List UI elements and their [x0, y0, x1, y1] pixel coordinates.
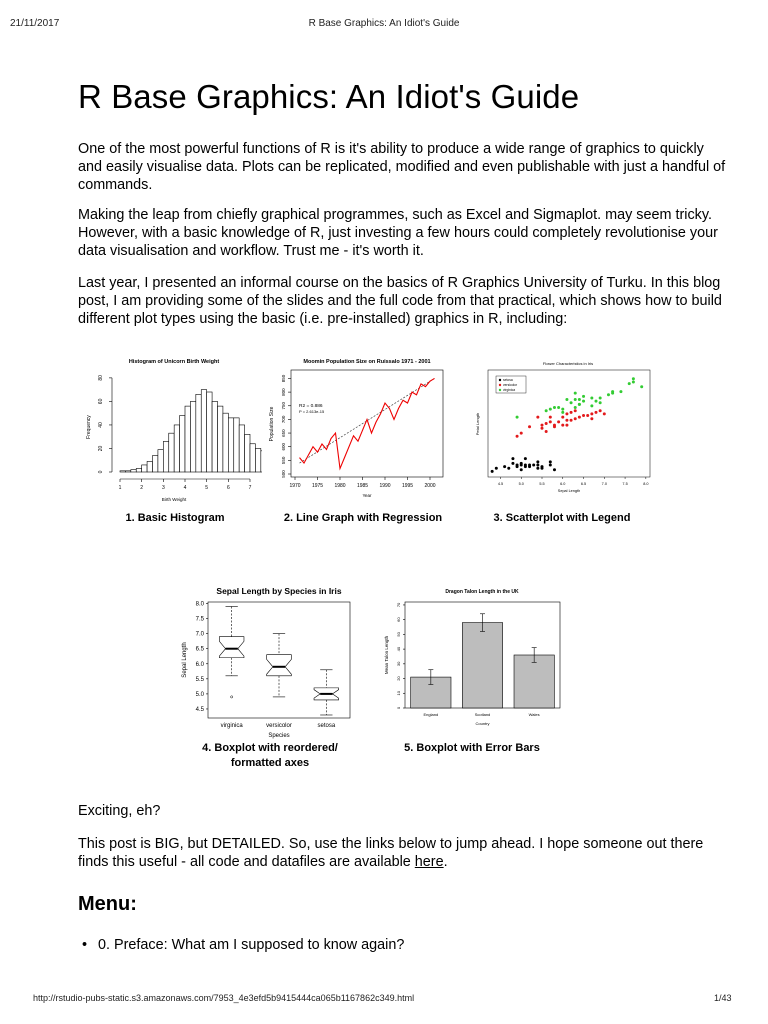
scatter-point-versicolor — [541, 424, 544, 427]
legend-marker-setosa — [499, 379, 501, 381]
scatter-point-virginica — [578, 403, 581, 406]
x-axis-label: Country — [475, 721, 490, 726]
scatter-point-setosa — [524, 464, 527, 467]
post-intro-text — [78, 835, 728, 871]
scatter-point-virginica — [574, 398, 577, 401]
error-bar-figure — [380, 580, 565, 740]
scatter-point-virginica — [574, 406, 577, 409]
histogram-bar — [212, 401, 217, 472]
scatter-point-virginica — [607, 393, 610, 396]
scatter-point-setosa — [511, 462, 514, 465]
caption-boxplot-line2: formatted axes — [230, 757, 310, 769]
x-tick-label: 1 — [118, 485, 122, 491]
x-tick-label: 7 — [248, 485, 252, 491]
x-axis-label: Birth Weight — [161, 497, 187, 502]
scatter-point-versicolor — [545, 430, 548, 433]
box-virginica — [219, 637, 244, 658]
y-tick-label: 70 — [396, 602, 401, 608]
series-line — [300, 378, 435, 468]
x-tick-label: 5 — [205, 485, 209, 491]
y-tick-label: 80 — [98, 375, 104, 381]
scatter-point-virginica — [557, 406, 560, 409]
y-tick-label: 600 — [281, 442, 286, 451]
x-tick-label: 2 — [140, 485, 144, 491]
histogram-bar — [201, 390, 206, 472]
histogram-bar — [207, 392, 212, 472]
scatter-point-versicolor — [570, 419, 573, 422]
histogram-bar — [234, 418, 239, 472]
x-tick-label: 1975 — [311, 483, 324, 489]
scatter-point-virginica — [574, 392, 577, 395]
caption-histogram: 1. Basic Histogram — [125, 512, 225, 524]
scatter-point-virginica — [549, 408, 552, 411]
box-versicolor — [267, 655, 292, 676]
y-tick-label: 60 — [98, 398, 104, 405]
histogram-bar — [245, 434, 250, 472]
histogram-bar — [169, 433, 174, 472]
scatter-point-virginica — [611, 390, 614, 393]
histogram-bar — [174, 425, 179, 472]
scatter-point-versicolor — [545, 422, 548, 425]
scatter-point-setosa — [495, 467, 498, 470]
bar-Scotland — [462, 623, 502, 708]
legend-marker-virginica — [499, 389, 501, 391]
scatter-point-virginica — [619, 390, 622, 393]
caption-boxplot-line1: 4. Boxplot with reordered/ — [202, 742, 338, 754]
x-tick-label: Wales — [528, 712, 540, 717]
scatter-point-versicolor — [582, 414, 585, 417]
y-tick-label: 800 — [281, 388, 286, 396]
histogram-bar — [223, 413, 228, 472]
y-tick-label: 8.0 — [195, 601, 204, 608]
legend-label: versicolor — [503, 383, 518, 387]
x-tick-label: 1980 — [334, 483, 346, 489]
y-axis-label: Mean Talon Length — [384, 635, 389, 675]
x-tick-label: 3 — [161, 485, 165, 491]
intro-paragraph-1: One of the most powerful functions of R is it's ability to produce a wide range of graphics to quickly and easily visualise data. Plots can be replicated, modified and even publishable with just a handful of commands. — [78, 141, 726, 193]
scatter-point-versicolor — [520, 432, 523, 435]
x-tick-label: 4.5 — [497, 482, 504, 486]
page-header-date: 21/11/2017 — [10, 18, 60, 29]
scatter-point-versicolor — [565, 419, 568, 422]
x-axis-label: Species — [268, 733, 290, 739]
x-tick-label: 8.0 — [643, 482, 649, 486]
histogram-bar — [255, 448, 260, 472]
y-tick-label: 650 — [281, 429, 286, 437]
histogram-bar — [136, 468, 141, 472]
scatter-point-versicolor — [549, 416, 552, 419]
histogram-bar — [158, 450, 163, 472]
scatter-point-versicolor — [590, 417, 593, 420]
scatter-point-versicolor — [549, 420, 552, 423]
scatter-point-setosa — [491, 470, 494, 473]
scatter-point-versicolor — [599, 409, 602, 412]
scatter-point-setosa — [536, 464, 539, 467]
intro-paragraph-3: Last year, I presented an informal course on the basics of R Graphics University of Turku. In this blog post, I am providing some of the slides and the full code from that practical, which shows how to build different plot types using the basic (i.e. pre-installed) graphics in R, including: — [78, 275, 722, 327]
caption-scatterplot: 3. Scatterplot with Legend — [493, 512, 631, 524]
scatter-point-virginica — [545, 409, 548, 412]
y-tick-label: 10 — [396, 691, 401, 696]
y-tick-label: 0 — [396, 706, 401, 710]
chart-title: Histogram of Unicorn Birth Weight — [128, 359, 220, 365]
caption-error-bars: 5. Boxplot with Error Bars — [404, 742, 540, 754]
scatter-point-virginica — [516, 416, 519, 419]
chart-title: Sepal Length by Species in Iris — [216, 586, 342, 596]
scatter-point-setosa — [511, 457, 514, 460]
y-tick-label: 6.0 — [195, 661, 204, 668]
scatter-point-versicolor — [561, 416, 564, 419]
x-tick-label: England — [423, 712, 439, 717]
histogram-bar — [147, 461, 152, 472]
bar-Wales — [514, 655, 554, 708]
scatter-point-versicolor — [565, 412, 568, 415]
scatter-point-setosa — [520, 462, 523, 465]
scatter-point-versicolor — [574, 409, 577, 412]
menu-item-preface[interactable]: • 0. Preface: What am I supposed to know again? — [98, 937, 404, 953]
scatter-point-setosa — [532, 464, 535, 467]
exciting-text: Exciting, eh? — [78, 803, 161, 819]
scatter-point-virginica — [632, 380, 635, 383]
legend-label: virginica — [503, 388, 516, 392]
x-tick-label: 2000 — [424, 483, 436, 489]
y-tick-label: 6.5 — [195, 646, 204, 653]
histogram-bar — [125, 471, 130, 472]
histogram-bar — [250, 444, 255, 472]
scatter-point-versicolor — [565, 424, 568, 427]
y-tick-label: 500 — [281, 470, 286, 478]
x-axis-label: Year — [362, 493, 372, 498]
post-intro-period: . — [443, 854, 448, 870]
scatter-point-setosa — [520, 468, 523, 471]
y-tick-label: 750 — [281, 401, 286, 410]
boxplot-figure — [178, 580, 358, 740]
y-axis-label: Petal Length — [475, 412, 480, 436]
histogram-bar — [228, 418, 233, 472]
chart-title: Moomin Population Size on Ruissalo 1971 - 2001 — [303, 359, 431, 365]
caption-line-graph: 2. Line Graph with Regression — [283, 512, 443, 524]
scatter-point-virginica — [640, 385, 643, 388]
chart-title: Flower Characteristics in Iris — [542, 361, 594, 366]
scatter-point-virginica — [590, 404, 593, 407]
scatter-point-virginica — [632, 377, 635, 380]
post-intro-body: This post is BIG, but DETAILED. So, use the links below to jump ahead. I hope someone out there finds this useful - all code and datafiles are available — [78, 836, 704, 870]
page-footer-page: 1/43 — [714, 993, 732, 1003]
x-tick-label: setosa — [317, 723, 336, 729]
histogram-bar — [185, 406, 190, 472]
scatter-point-virginica — [561, 408, 564, 411]
y-tick-label: 40 — [98, 422, 104, 428]
scatter-point-setosa — [536, 467, 539, 470]
histogram-bar — [163, 441, 168, 472]
x-tick-label: 6 — [226, 485, 230, 491]
x-axis-label: Sepal Length — [557, 489, 581, 493]
y-tick-label: 60 — [396, 617, 401, 622]
scatter-point-versicolor — [541, 427, 544, 430]
histogram-bar — [120, 471, 125, 472]
scatter-point-virginica — [595, 400, 598, 403]
line-graph-figure — [265, 352, 450, 512]
x-tick-label: 6.0 — [560, 482, 566, 486]
x-tick-label: 7.5 — [622, 482, 628, 486]
y-tick-label: 5.0 — [195, 691, 204, 698]
histogram-bar — [153, 456, 158, 472]
y-tick-label: 550 — [281, 456, 286, 465]
scatter-point-virginica — [599, 401, 602, 404]
y-tick-label: 7.0 — [195, 631, 204, 638]
histogram-bar — [131, 470, 136, 472]
histogram-bar — [142, 465, 147, 472]
scatter-point-virginica — [578, 398, 581, 401]
histogram-figure — [82, 352, 262, 512]
code-datafiles-link[interactable]: here — [414, 854, 444, 870]
scatter-point-setosa — [536, 460, 539, 463]
y-tick-label: 40 — [396, 646, 401, 652]
scatter-point-versicolor — [590, 412, 593, 415]
scatter-point-versicolor — [586, 414, 589, 417]
x-tick-label: 1985 — [356, 483, 369, 489]
x-tick-label: virginica — [220, 723, 243, 729]
scatter-point-virginica — [582, 400, 585, 403]
scatter-point-versicolor — [595, 411, 598, 414]
histogram-bar — [218, 406, 223, 472]
scatter-point-setosa — [549, 460, 552, 463]
scatter-point-virginica — [553, 406, 556, 409]
scatter-point-setosa — [516, 464, 519, 467]
scatter-point-virginica — [582, 395, 585, 398]
histogram-bar — [180, 416, 185, 472]
scatter-point-versicolor — [536, 416, 539, 419]
y-tick-label: 20 — [396, 676, 401, 681]
scatter-point-setosa — [507, 467, 510, 470]
scatter-point-virginica — [565, 398, 568, 401]
annotation-p: P = 2.613e-15 — [299, 409, 325, 414]
x-tick-label: 5.0 — [518, 482, 524, 486]
y-axis-label: Sepal Length — [182, 642, 188, 678]
histogram-bar — [239, 425, 244, 472]
scatter-point-versicolor — [574, 417, 577, 420]
scatter-point-setosa — [524, 457, 527, 460]
x-tick-label: 1990 — [379, 483, 391, 489]
legend-marker-versicolor — [499, 384, 501, 386]
scatter-point-setosa — [541, 467, 544, 470]
scatter-point-virginica — [599, 396, 602, 399]
x-tick-label: 1995 — [401, 483, 414, 489]
scatter-point-setosa — [528, 465, 531, 468]
scatter-point-setosa — [549, 464, 552, 467]
scatter-point-versicolor — [578, 416, 581, 419]
x-tick-label: 1970 — [289, 483, 301, 489]
scatter-point-virginica — [561, 411, 564, 414]
histogram-bar — [196, 394, 201, 472]
x-tick-label: 7.0 — [601, 482, 607, 486]
scatter-point-virginica — [628, 382, 631, 385]
y-tick-label: 700 — [281, 415, 286, 424]
y-tick-label: 850 — [281, 374, 286, 383]
y-tick-label: 7.5 — [195, 616, 204, 623]
page-footer-url: http://rstudio-pubs-static.s3.amazonaws.com/7953_4e3efd5b9415444ca065b1167862c349.html — [33, 993, 415, 1003]
y-tick-label: 20 — [98, 445, 104, 452]
histogram-bar — [261, 451, 262, 472]
y-tick-label: 5.5 — [195, 676, 204, 683]
scatter-point-versicolor — [557, 420, 560, 423]
x-tick-label: Scotland — [474, 712, 491, 717]
scatter-point-versicolor — [561, 424, 564, 427]
menu-heading: Menu: — [78, 893, 137, 915]
y-tick-label: 30 — [396, 661, 401, 667]
scatter-point-versicolor — [553, 425, 556, 428]
y-tick-label: 0 — [98, 470, 104, 474]
scatterplot-figure — [470, 352, 655, 512]
scatter-point-versicolor — [528, 425, 531, 428]
annotation-r2: R2 = 0.886 — [299, 404, 323, 409]
scatter-point-virginica — [570, 401, 573, 404]
scatter-point-versicolor — [516, 435, 519, 438]
page-title: R Base Graphics: An Idiot's Guide — [78, 78, 580, 115]
scatter-point-versicolor — [570, 411, 573, 414]
y-tick-label: 4.5 — [195, 706, 204, 713]
y-axis-label: Frequency — [86, 415, 92, 439]
page-header-title: R Base Graphics: An Idiot's Guide — [308, 18, 460, 29]
scatter-point-versicolor — [603, 412, 606, 415]
y-tick-label: 50 — [396, 632, 401, 637]
x-tick-label: 6.5 — [580, 482, 587, 486]
x-tick-label: 4 — [183, 485, 187, 491]
y-axis-label: Population Size — [269, 406, 275, 442]
legend-label: setosa — [503, 378, 513, 382]
box-outlier — [231, 696, 233, 698]
scatter-point-setosa — [503, 465, 506, 468]
x-tick-label: versicolor — [266, 723, 292, 729]
chart-title: Dragon Talon Length in the UK — [445, 589, 519, 595]
histogram-bar — [190, 401, 195, 472]
scatter-point-setosa — [553, 468, 556, 471]
scatter-point-virginica — [590, 396, 593, 399]
x-tick-label: 5.5 — [539, 482, 545, 486]
intro-paragraph-2: Making the leap from chiefly graphical programmes, such as Excel and Sigmaplot. may seem tricky. However, with a basic knowledge of R, just investing a few hours could completely revolutionise your data visualisation and workflow. Trust me - it's worth it. — [78, 207, 718, 259]
